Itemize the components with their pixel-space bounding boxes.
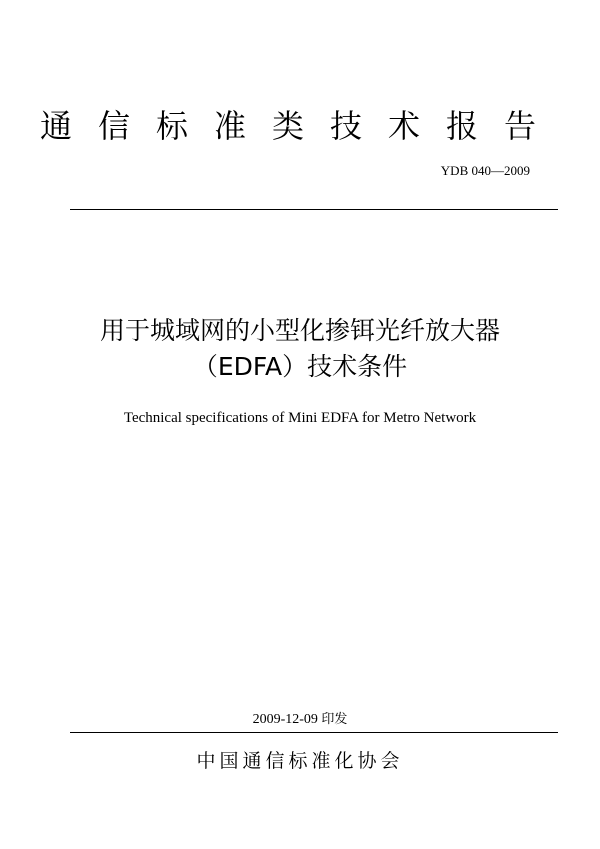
print-date-line bbox=[40, 712, 560, 728]
bottom-divider bbox=[70, 732, 558, 733]
document-title bbox=[40, 313, 560, 385]
top-divider bbox=[70, 209, 558, 210]
publisher-name: 中国通信标准化协会 bbox=[196, 750, 404, 772]
print-label: 印发 bbox=[321, 712, 348, 727]
document-number: YDB 040—2009 bbox=[440, 163, 530, 178]
title-english: Technical specifications of Mini EDFA for Metro Network bbox=[123, 410, 477, 426]
title-cn-line-2: （EDFA）技术条件 bbox=[192, 352, 408, 381]
print-date: 2009-12-09 bbox=[252, 712, 318, 727]
title-cn-line-1: 用于城域网的小型化掺铒光纤放大器 bbox=[99, 316, 500, 345]
report-type-heading: 通信标准类技术报告 bbox=[40, 107, 563, 145]
